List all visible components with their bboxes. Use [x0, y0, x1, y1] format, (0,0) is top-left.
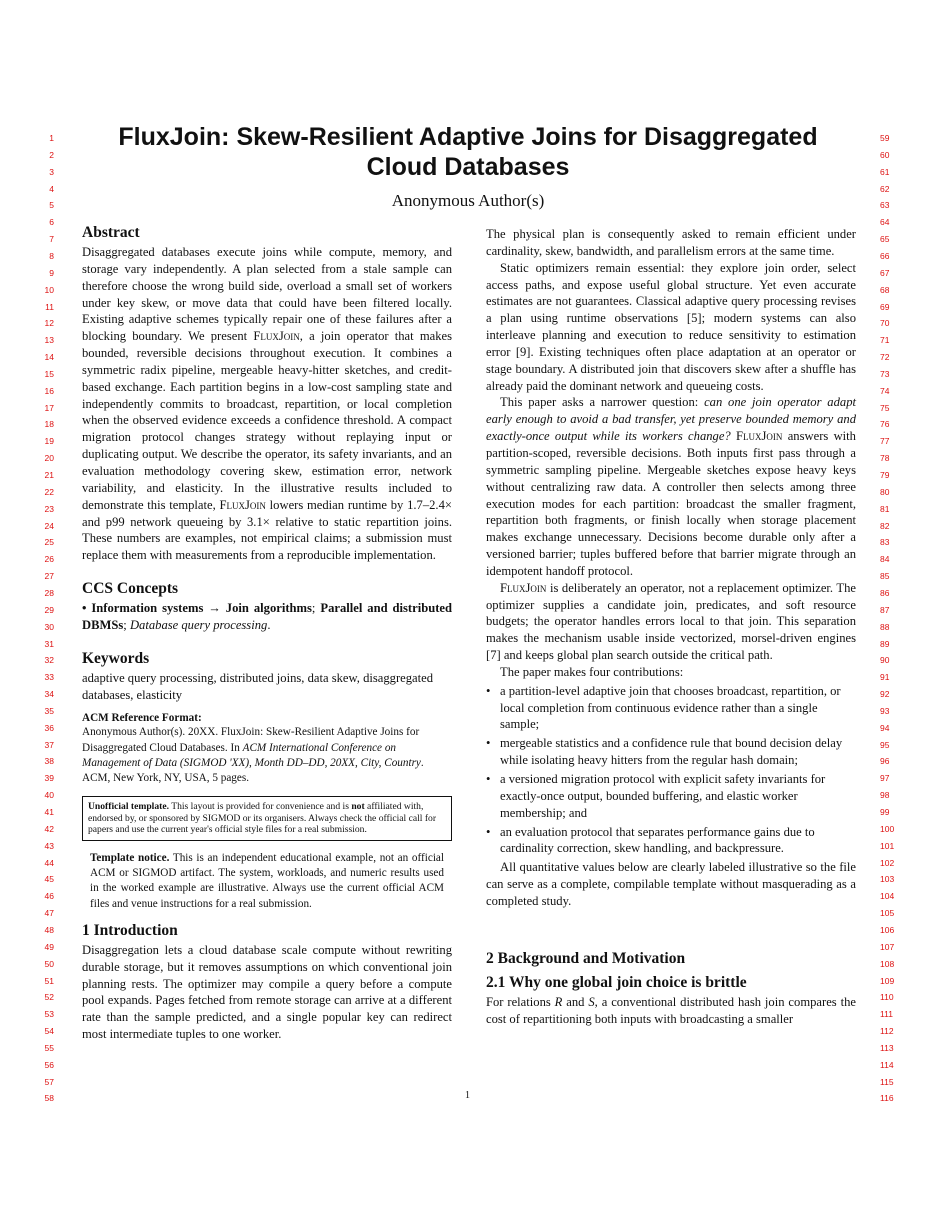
line-number: 100 [880, 823, 895, 834]
line-number: 102 [880, 857, 895, 868]
line-number: 10 [44, 284, 54, 295]
line-number: 9 [49, 267, 54, 278]
line-number: 114 [880, 1059, 894, 1070]
line-number: 67 [880, 267, 890, 278]
line-number: 68 [880, 284, 890, 295]
line-number: 98 [880, 790, 890, 801]
contributions-list [486, 683, 856, 857]
introduction-heading: 1 Introduction [82, 921, 178, 939]
line-number: 45 [44, 874, 54, 885]
line-number: 21 [44, 470, 54, 480]
line-number: 69 [880, 301, 890, 312]
line-number: 29 [44, 604, 54, 615]
line-number: 108 [880, 958, 895, 969]
line-number: 74 [880, 385, 890, 396]
intro-paragraph-5: The paper makes four contributions: [500, 664, 684, 679]
line-number: 1 [49, 133, 54, 143]
line-number: 75 [880, 402, 890, 413]
intro-paragraph-4: FluxJoin is deliberately an operator, not a replacement optimizer. The optimizer supplies a candidate join, predicates, and soft resource budgets; the operator handles errors local to that join. This separation makes the mechanism usable inside vectorized, morsel-driven engines [7] and keeps global plan search outside the critical path. [486, 580, 856, 663]
line-number: 78 [880, 453, 890, 464]
line-number: 62 [880, 183, 890, 194]
intro-paragraph-1: Disaggregation lets a cloud database scale compute without rewriting durable storage, but it removes assumptions on which conventional join planning rests. The optimizer may compile a query before a compute pool expands. Pages fetched from remote storage can arrive at a different rate than the sample predicted, and a single popular key can redirect most intermediate tuples to one worker. [82, 942, 452, 1042]
line-number: 33 [44, 672, 54, 683]
line-number: 76 [880, 419, 890, 430]
line-number: 39 [44, 773, 54, 784]
line-number: 3 [49, 166, 54, 177]
line-number: 44 [44, 857, 54, 868]
line-number: 6 [49, 217, 54, 228]
line-number: 2 [49, 149, 54, 160]
line-number: 84 [880, 554, 890, 565]
line-number: 12 [44, 318, 54, 329]
line-number: 38 [44, 756, 54, 767]
line-number: 24 [44, 520, 54, 531]
line-number: 16 [44, 385, 54, 396]
line-number: 13 [44, 335, 54, 346]
line-number: 35 [44, 705, 54, 716]
line-number: 50 [44, 958, 54, 969]
line-number: 42 [44, 823, 54, 834]
abstract-heading: Abstract [82, 224, 140, 241]
line-number: 109 [880, 975, 895, 986]
line-number: 72 [880, 352, 890, 363]
line-number: 80 [880, 486, 890, 497]
line-number: 110 [880, 992, 894, 1003]
line-number: 46 [44, 891, 54, 902]
line-number: 105 [880, 908, 895, 919]
line-number: 92 [880, 689, 890, 700]
line-number: 77 [880, 436, 890, 447]
line-number: 7 [49, 234, 54, 245]
line-number: 81 [880, 503, 890, 514]
line-number: 43 [44, 840, 54, 851]
line-number: 59 [880, 133, 890, 143]
line-number: 31 [44, 638, 54, 649]
line-number: 93 [880, 705, 890, 716]
system-name: FluxJoin [219, 497, 266, 512]
subsection-heading: 2.1 Why one global join choice is brittle [486, 973, 747, 991]
line-number: 86 [880, 587, 890, 598]
line-number: 90 [880, 655, 890, 666]
line-number: 66 [880, 250, 890, 261]
line-number: 14 [44, 352, 54, 363]
template-notice: Template notice. This is an independent educational example, not an official ACM or SIGMOD artifact. The system, workloads, and numeric results used in the worked example are illustrative. Always use the current official ACM files and venue instructions for a real submission. [90, 852, 444, 910]
keywords-text: adaptive query processing, distributed joins, data skew, disaggregated databases, elasticity [82, 670, 434, 702]
line-number: 49 [44, 941, 54, 952]
page-number: 1 [465, 1090, 470, 1101]
ccs-concepts: • Information systems → Join algorithms; Parallel and distributed DBMSs; Database query processing. [82, 601, 453, 632]
line-number: 19 [44, 436, 54, 447]
right-column [486, 226, 856, 1027]
line-number: 52 [44, 992, 54, 1003]
list-item: • an evaluation protocol that separates performance gains due to cardinality correction, skew handling, and backpressure. [486, 824, 815, 856]
intro-paragraph-2: Static optimizers remain essential: they explore join order, select access paths, and expose useful global structure. Yet even accurate estimates are not guarantees. Classical adaptive query processing revises a plan using runtime observations [5]; modern systems can also interleave planning and execution to reduce sensitivity to estimation error [9]. Existing techniques often place adaptation at an operator or stage boundary. A distributed join that discovers skew after a shuffle has already paid the dominant network and queueing costs. [486, 260, 856, 393]
line-number: 4 [49, 183, 54, 194]
intro-paragraph-1-cont: The physical plan is consequently asked to remain efficient under cardinality, skew, bandwidth, and parallelism errors at the same time. [486, 227, 856, 258]
abstract-text: Disaggregated databases execute joins while compute, memory, and storage vary independently. A plan selected from a stale sample can therefore choose the wrong build side, overload a small set of workers under key skew, or move data that could have been filtered locally. Existing adaptive schemes typically repair one of these failures after a blocking boundary. We present FluxJoin, a join operator that makes bounded, reversible decisions throughout execution. It combines a symmetric radix pipeline, mergeable heavy-hitter sketches, and credit-based exchange. Each partition begins in a low-cost sampling state and independently commits to broadcast, repartition, or local completion when the observed evidence exceeds a confidence threshold. A compact migration protocol changes strategy without replaying input or duplicating output. We describe the operator, its safety invariants, and an evaluation methodology covering skew, estimation error, network variability, and elasticity. In the illustrative results included to demonstrate this template, FluxJoin lowers median runtime by 1.7–2.4× and p99 network queueing by 3.1× relative to static repartition joins. These numbers are examples, not empirical claims; a submission must replace them with measurements from a reproducible implementation. [82, 245, 453, 563]
intro-paragraph-6: All quantitative values below are clearly labeled illustrative so the file can serve as a complete, compilable template without masquerading as a completed study. [486, 860, 856, 908]
line-number: 57 [44, 1076, 54, 1087]
line-number: 101 [880, 840, 895, 851]
line-number: 40 [44, 790, 54, 801]
line-number: 25 [44, 537, 54, 548]
line-number: 28 [44, 587, 54, 598]
line-number: 11 [45, 301, 54, 312]
line-number: 116 [880, 1093, 894, 1104]
line-number: 60 [880, 149, 890, 160]
background-paragraph-1: For relations R and S, a conventional distributed hash join compares the cost of repartitioning both inputs with broadcasting a smaller [486, 994, 856, 1026]
line-number: 85 [880, 571, 890, 582]
line-number: 8 [49, 250, 54, 261]
line-number: 97 [880, 773, 890, 784]
line-number: 23 [44, 503, 54, 514]
line-number: 91 [880, 672, 890, 683]
line-number: 88 [880, 621, 890, 632]
line-number: 63 [880, 200, 890, 211]
line-number: 51 [44, 975, 54, 986]
line-number: 5 [49, 200, 54, 211]
line-number: 113 [880, 1042, 894, 1053]
line-number: 32 [44, 655, 54, 666]
line-number: 70 [880, 318, 890, 329]
line-number: 61 [880, 166, 890, 177]
line-number: 73 [880, 368, 890, 379]
line-number: 30 [44, 621, 54, 632]
reference-format-text: Anonymous Author(s). 20XX. FluxJoin: Skew-Resilient Adaptive Joins for Disaggregated Cloud Databases. In ACM International Conference on Management of Data (SIGMOD 'XX), Month DD–DD, 20XX, City, Country. ACM, New York, NY, USA, 5 pages. [82, 726, 424, 785]
line-number: 95 [880, 739, 890, 750]
line-number: 18 [44, 419, 54, 430]
line-number: 96 [880, 756, 890, 767]
line-number: 47 [44, 908, 54, 919]
line-number: 56 [44, 1059, 54, 1070]
line-number: 99 [880, 807, 890, 817]
background-heading: 2 Background and Motivation [486, 949, 686, 967]
line-number: 27 [44, 571, 54, 582]
line-number: 107 [880, 941, 895, 952]
line-number: 115 [880, 1076, 894, 1087]
line-number: 71 [880, 335, 890, 346]
paper-title: FluxJoin: Skew-Resilient Adaptive Joins for Disaggregated Cloud Databases [118, 123, 818, 181]
line-number: 22 [44, 486, 54, 497]
line-number: 48 [44, 924, 54, 935]
line-number: 34 [44, 689, 54, 700]
line-number: 112 [880, 1026, 894, 1037]
list-item: • a versioned migration protocol with explicit safety invariants for exactly-once output, bounded buffering, and elastic worker membership; and [486, 772, 826, 820]
line-number: 82 [880, 520, 890, 531]
left-column [82, 222, 452, 1043]
unofficial-template-box: Unofficial template. This layout is provided for convenience and is not affiliated with, endorsed by, or sponsored by SIGMOD or its organisers. Always check the official call for papers and use the current year's official style files for a real submission. [82, 796, 452, 841]
line-number: 87 [880, 604, 890, 615]
ccs-heading: CCS Concepts [82, 580, 179, 598]
line-number: 89 [880, 638, 890, 649]
system-name: FluxJoin [253, 329, 300, 344]
reference-format-heading: ACM Reference Format: [82, 712, 202, 725]
list-item: • a partition-level adaptive join that chooses broadcast, repartition, or local completion from continuous evidence rather than a single sample; [486, 683, 841, 732]
paper-authors: Anonymous Author(s) [391, 191, 545, 210]
intro-paragraph-3: This paper asks a narrower question: can one join operator adapt early enough to avoid a bad transfer, yet preserve bounded memory and exactly-once output while its workers change? FluxJoin answers with partition-scoped, reversible decisions. Both inputs first pass through a symmetric sampling pipeline. Mergeable sketches expose heavy keys without centralizing raw data. A controller then selects among three execution modes for each partition: broadcast the smaller fragment, repartition both fragments, or finish locally when storage placement makes exchange unnecessary. Decisions become durable only after a versioned barrier; tuples buffered before that barrier migrate through an idempotent handoff protocol. [486, 395, 856, 578]
line-number: 15 [44, 368, 54, 379]
line-number: 20 [44, 453, 54, 464]
line-number: 37 [44, 739, 54, 750]
line-number: 17 [44, 402, 54, 413]
line-number: 54 [44, 1026, 54, 1037]
keywords-heading: Keywords [82, 649, 150, 667]
line-number: 41 [44, 807, 54, 817]
line-number: 106 [880, 924, 895, 935]
line-number: 79 [880, 470, 890, 480]
line-number: 111 [880, 1009, 893, 1020]
line-number: 65 [880, 234, 890, 245]
line-number: 103 [880, 874, 895, 885]
list-item: • mergeable statistics and a confidence rule that bound decision delay while isolating heavy hitters from the regular hash domain; [486, 736, 843, 768]
line-number: 36 [44, 722, 54, 733]
line-number: 58 [44, 1093, 54, 1104]
line-number: 64 [880, 217, 890, 228]
line-number: 94 [880, 722, 890, 733]
line-number: 104 [880, 891, 895, 902]
line-number: 26 [44, 554, 54, 565]
line-number: 55 [44, 1042, 54, 1053]
line-number: 53 [44, 1009, 54, 1020]
line-number: 83 [880, 537, 890, 548]
